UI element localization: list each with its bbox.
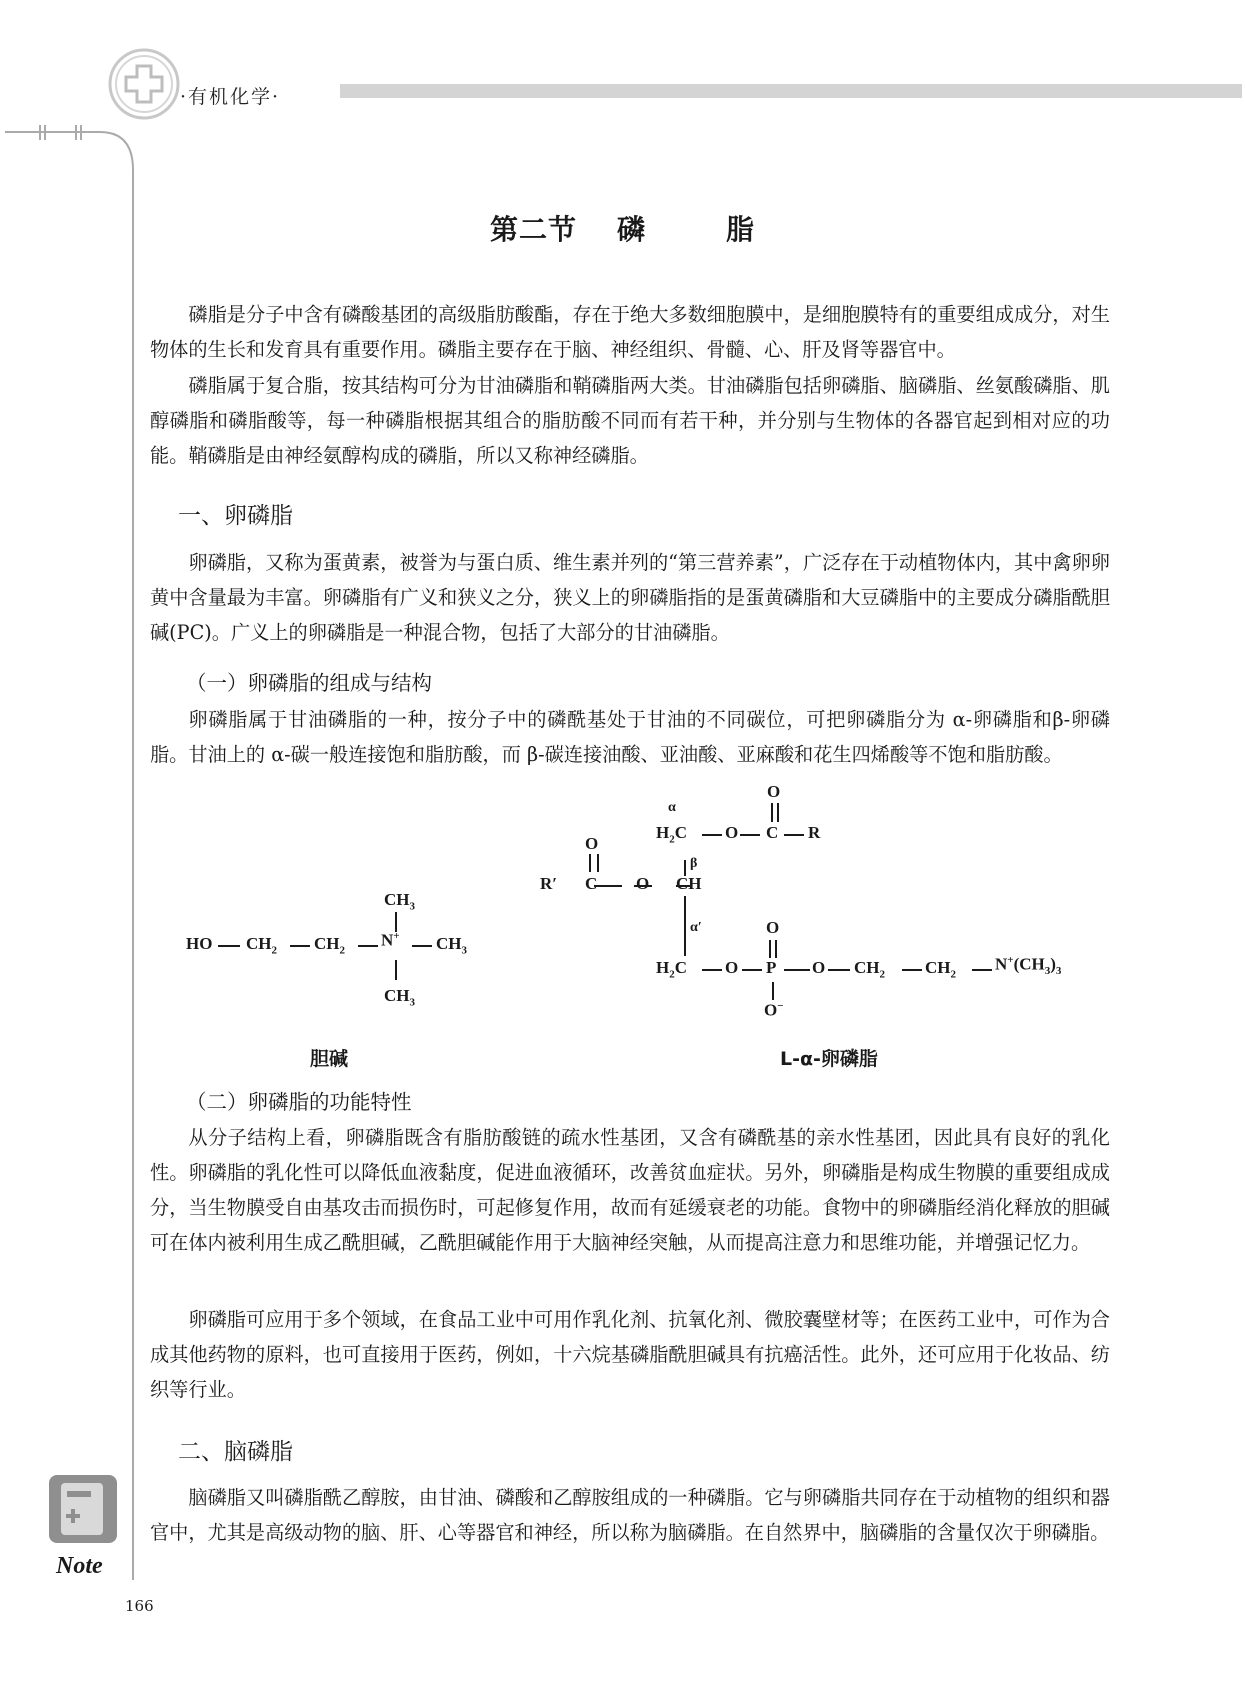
subheading-function: （二）卵磷脂的功能特性 bbox=[186, 1090, 412, 1114]
function-paragraph-1: 从分子结构上看，卵磷脂既含有脂肪酸链的疏水性基团，又含有磷酰基的亲水性基团，因此具有良好的乳化性。卵磷脂的乳化性可以降低血液黏度，促进血液循环，改善贫血症状。另外，卵磷脂是构成生物膜的重要组成成分，当生物膜受自由基攻击而损伤时，可起修复作用，故而有延缓衰老的功能。食物中的卵磷脂经消化释放的胆碱可在体内被利用生成乙酰胆碱，乙酰胆碱能作用于大脑神经突触，从而提高注意力和思维功能，并增强记忆力。 bbox=[150, 1126, 1110, 1254]
note-label: Note bbox=[56, 1553, 103, 1579]
function-paragraph-2: 卵磷脂可应用于多个领域，在食品工业中可用作乳化剂、抗氧化剂、微胶囊壁材等；在医药工业中，可作为合成其他药物的原料，也可直接用于医药，例如，十六烷基磷脂酰胆碱具有抗癌活性。此外，还可应用于化妆品、纺织等行业。 bbox=[150, 1308, 1110, 1401]
intro-paragraph-2: 磷脂属于复合脂，按其结构可分为甘油磷脂和鞘磷脂两大类。甘油磷脂包括卵磷脂、脑磷脂、丝氨酸磷脂、肌醇磷脂和磷脂酸等，每一种磷脂根据其组合的脂肪酸不同而有若干种，并分别与生物体的各器官起到相对应的功能。鞘磷脂是由神经氨醇构成的磷脂，所以又称神经磷脂。 bbox=[150, 374, 1110, 467]
page-number: 166 bbox=[125, 1597, 154, 1615]
intro-paragraph-1: 磷脂是分子中含有磷酸基团的高级脂肪酸酯，存在于绝大多数细胞膜中，是细胞膜特有的重要组成成分，对生物体的生长和发育具有重要作用。磷脂主要存在于脑、神经组织、骨髓、心、肝及肾等器官中。 bbox=[150, 303, 1110, 361]
note-book-icon bbox=[47, 1473, 119, 1545]
section-title bbox=[0, 208, 1245, 248]
section-heading-cephalin: 二、脑磷脂 bbox=[178, 1439, 293, 1465]
cephalin-paragraph: 脑磷脂又叫磷脂酰乙醇胺，由甘油、磷酸和乙醇胺组成的一种磷脂。它与卵磷脂共同存在于动植物的组织和器官中，尤其是高级动物的脑、肝、心等器官和神经，所以称为脑磷脂。在自然界中，脑磷脂的含量仅次于卵磷脂。 bbox=[150, 1486, 1110, 1544]
section-title-char-2: 脂 bbox=[726, 213, 756, 246]
choline-caption: 胆碱 bbox=[310, 1048, 349, 1070]
header-title: ·有机化学· bbox=[180, 86, 281, 108]
composition-paragraph: 卵磷脂属于甘油磷脂的一种，按分子中的磷酰基处于甘油的不同碳位，可把卵磷脂分为 α-卵磷脂和β-卵磷脂。甘油上的 α-碳一般连接饱和脂肪酸，而 β-碳连接油酸、亚油酸、亚麻酸和花生四烯酸等不饱和脂肪酸。 bbox=[150, 708, 1110, 766]
section-title-char-1: 磷 bbox=[616, 213, 646, 246]
lecithin-caption: L-α-卵磷脂 bbox=[780, 1048, 878, 1070]
header-bar bbox=[340, 84, 1242, 98]
subheading-composition: （一）卵磷脂的组成与结构 bbox=[186, 671, 432, 695]
lecithin-paragraph: 卵磷脂，又称为蛋黄素，被誉为与蛋白质、维生素并列的“第三营养素”，广泛存在于动植物体内，其中禽卵卵黄中含量最为丰富。卵磷脂有广义和狭义之分，狭义上的卵磷脂指的是蛋黄磷脂和大豆磷脂中的主要成分磷脂酰胆碱(PC)。广义上的卵磷脂是一种混合物，包括了大部分的甘油磷脂。 bbox=[150, 551, 1110, 644]
section-heading-lecithin: 一、卵磷脂 bbox=[178, 503, 293, 529]
medical-cross-seal-icon bbox=[104, 44, 184, 124]
section-number: 第二节 bbox=[489, 213, 577, 246]
